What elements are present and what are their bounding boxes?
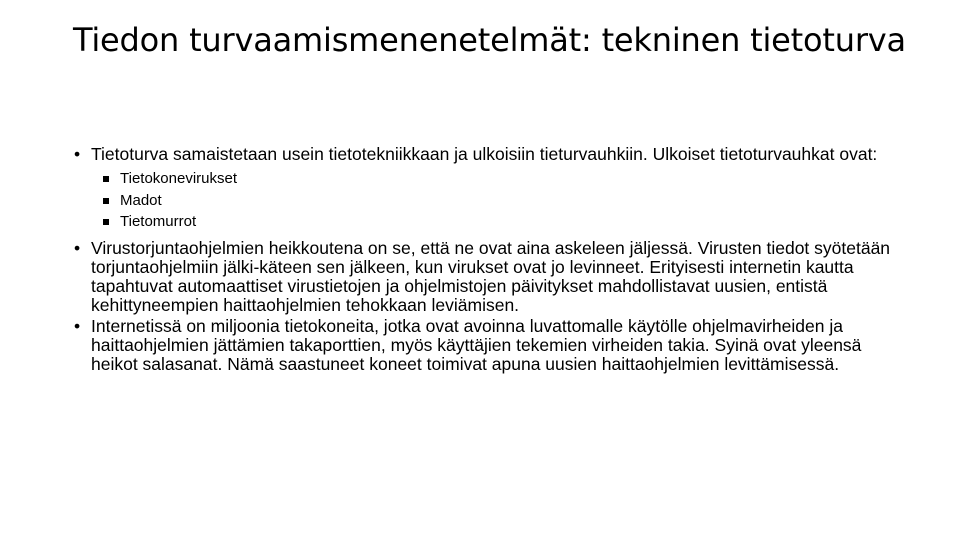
bullet-marker: • bbox=[74, 315, 81, 336]
bullet-1-text: Tietoturva samaistetaan usein tietotekniikkaan ja ulkoisiin tieturvauhkiin. Ulkoiset tietoturvauhkat ovat: bbox=[91, 144, 878, 164]
sub-list bbox=[103, 168, 894, 233]
square-bullet-icon bbox=[103, 176, 109, 182]
sub-item-label: Tietomurrot bbox=[120, 213, 197, 230]
slide-title bbox=[73, 18, 933, 62]
bullet-marker: • bbox=[74, 144, 81, 164]
bullet-2-text: Virustorjuntaohjelmien heikkoutena on se, että ne ovat aina askeleen jäljessä. Virusten tiedot syötetään torjuntaohjelmiin jälki-käteen sen jälkeen, kun virukset ovat jo levinneet. Erityisesti internetin kautta tapahtuvat automaattiset virustietojen ja ohjelmistojen päivitykset mahdollistavat uusien, entistä kehittyneempien haittaohjelmien tehokkaan leviämisen. bbox=[91, 237, 891, 315]
bullet-3-text: Internetissä on miljoonia tietokoneita, jotka ovat avoinna luvattomalle käytölle ohjelmavirheiden ja haittaohjelmien jättämien takaporttien, myös käyttäjien tekemien virheiden takia. Syinä ovat yleensä heikot salasanat. Nämä saastuneet koneet toimivat apuna uusien haittaohjelmien levittämisessä. bbox=[91, 315, 862, 374]
sub-item-madot bbox=[103, 190, 894, 212]
bullet-marker: • bbox=[74, 237, 81, 258]
sub-item-label: Madot bbox=[120, 191, 162, 209]
sub-item-tietomurrot bbox=[103, 211, 894, 233]
square-bullet-icon bbox=[103, 198, 109, 204]
sub-item-tietokonevirukset bbox=[103, 168, 894, 190]
slide-content bbox=[74, 145, 894, 376]
title-part-2: tekninen tietoturva bbox=[601, 21, 906, 59]
bullet-2 bbox=[74, 239, 894, 315]
title-part-1: Tiedon turvaamismenenetelmät: bbox=[73, 21, 602, 59]
bullet-3 bbox=[74, 317, 894, 374]
bullet-1 bbox=[74, 145, 894, 164]
sub-item-label: Tietokonevirukset bbox=[120, 170, 237, 187]
square-bullet-icon bbox=[103, 219, 109, 225]
